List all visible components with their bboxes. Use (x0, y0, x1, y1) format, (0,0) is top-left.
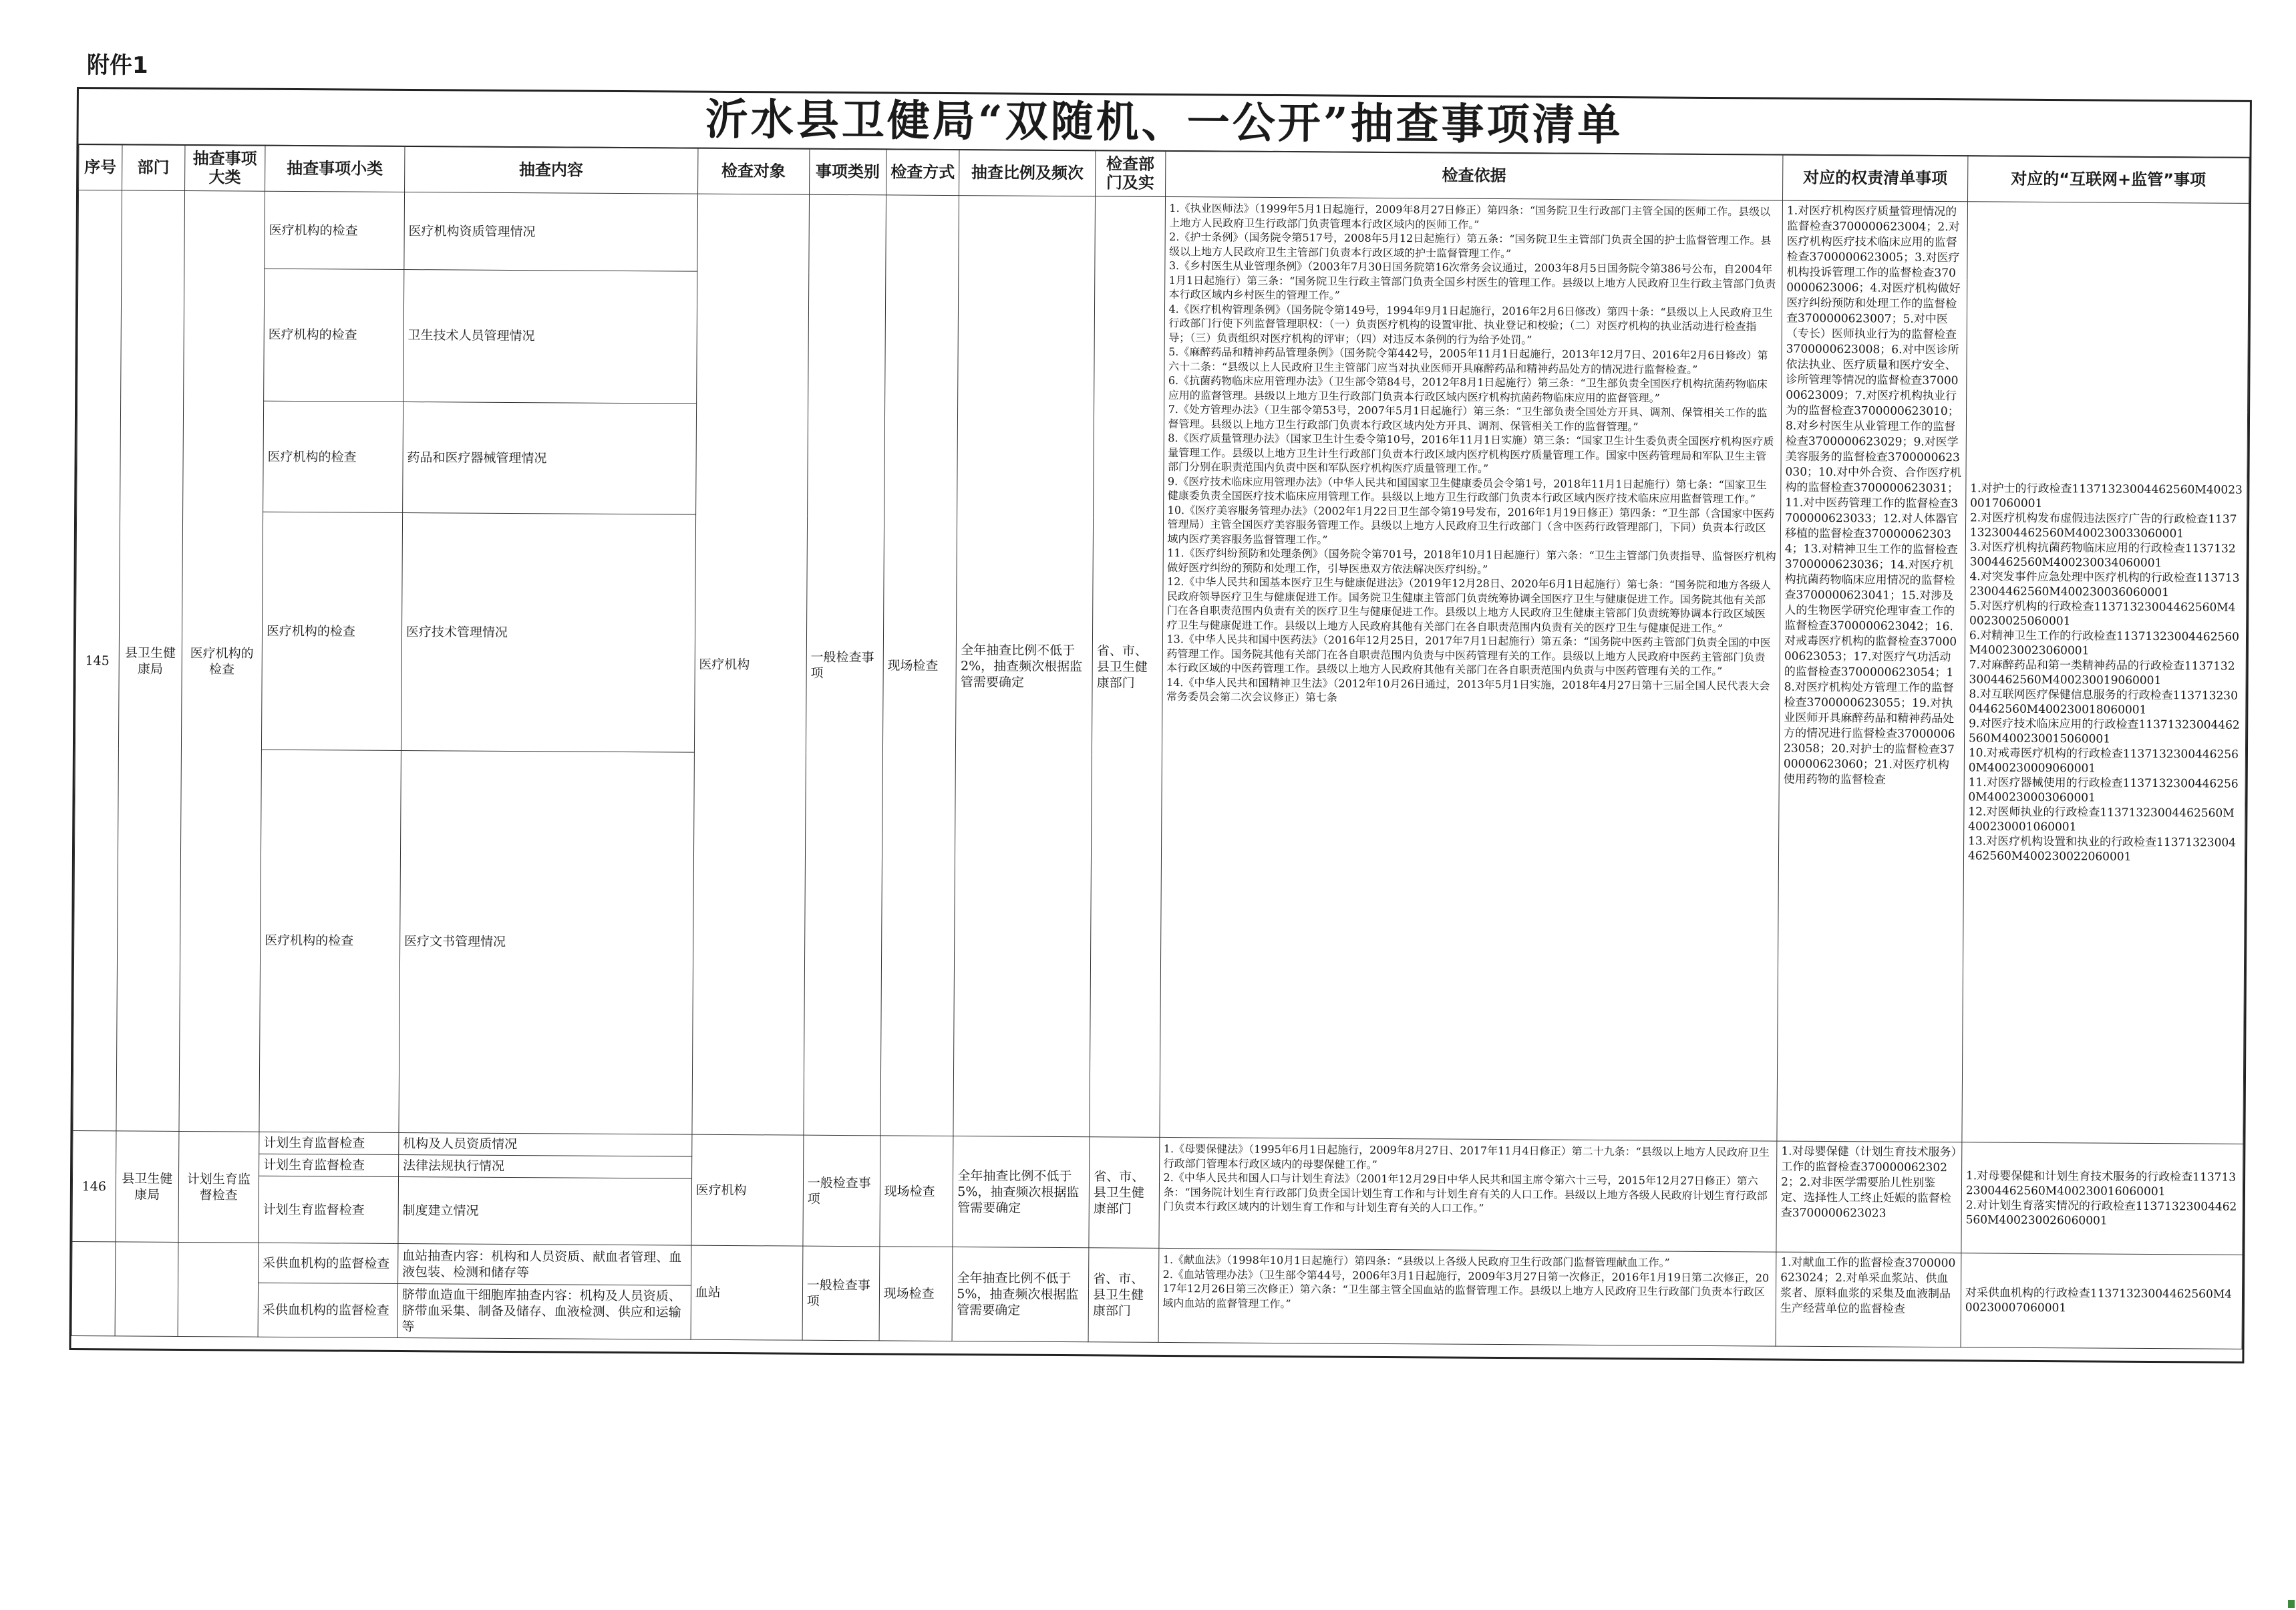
inspection-list-sheet (69, 87, 2251, 1363)
ratio-cell: 全年抽查比例不低于2%，抽查频次根据监管需要确定 (953, 196, 1095, 1137)
agency-cell: 省、市、县卫生健康部门 (1090, 196, 1165, 1138)
content-cell: 药品和医疗器械管理情况 (402, 401, 696, 514)
ratio-cell: 全年抽查比例不低于5%，抽查频次根据监管需要确定 (952, 1247, 1089, 1342)
table-row (78, 190, 2249, 281)
minor-cell: 医疗机构的检查 (265, 191, 405, 269)
content-cell: 制度建立情况 (398, 1176, 691, 1245)
minor-cell: 采供血机构的监督检查 (258, 1283, 397, 1337)
header-category: 事项类别 (809, 148, 886, 195)
duty-cell (1776, 1252, 1961, 1347)
minor-cell: 医疗机构的检查 (261, 512, 402, 751)
object-cell: 医疗机构 (691, 1134, 804, 1246)
method-cell: 现场检查 (880, 1136, 954, 1247)
basis-cell (1158, 1137, 1777, 1252)
duty-text: 1.对母婴保健（计划生育技术服务）工作的监督检查3700000623022；2.对非医学需要胎儿性别鉴定、选择性人工终止妊娠的监督检查3700000623023 (1780, 1144, 1957, 1221)
header-internet: 对应的“互联网+监管”事项 (1967, 156, 2249, 204)
content-cell: 医疗技术管理情况 (401, 513, 695, 752)
internet-cell: 对采供血机构的行政检查11371323004462560M400230007060001 (1961, 1253, 2243, 1349)
method-cell: 现场检查 (880, 195, 959, 1136)
internet-text: 1.对母婴保健和计划生育技术服务的行政检查11371323004462560M400230016060001 2.对计划生育落实情况的行政检查11371323004462560M400230026060001 (1965, 1168, 2237, 1228)
basis-cell (1159, 196, 1782, 1141)
major-cell (178, 1242, 259, 1337)
corner-mark (2288, 1600, 2295, 1608)
content-cell: 医疗文书管理情况 (399, 750, 694, 1134)
category-cell: 一般检查事项 (803, 1135, 880, 1247)
object-cell: 医疗机构 (692, 194, 810, 1135)
minor-cell: 采供血机构的监督检查 (258, 1243, 397, 1283)
basis-text: 1.《执业医师法》（1999年5月1日起施行，2009年8月27日修正）第四条：“国务院卫生行政部门主管全国的医师工作。县级以上地方人民政府卫生行政部门负责管理本行政区域内的医师工作。” 2.《护士条例》（国务院令第517号，2008年5月12日起施行）第五条：“国务院卫生主管部门负责全国的护士监督管理工作。县级以上地方人民政府卫生主管部门负责本行政区域的护士监督管理工作。” 3.《乡村医生从业管理条例》（2003年7月30日国务院第16次常务会议通过，2003年8月5日国务院令第386号公布，自2004年1月1日起施行）第三条：“国务院卫生行政主管部门负责全国乡村医生的管理工作。县级以上地方人民政府卫生行政主管部门负责本行政区域内乡村医生的管理工作。” 4.《医疗机构管理条例》（国务院令第149号，1994年9月1日起施行，2016年2月6日修改）第四十条：“县级以上人民政府卫生行政部门行使下列监督管理职权：（一）负责医疗机构的设置审批、执业登记和校验；（二）对医疗机构的执业活动进行检查指导；（三）负责组织对医疗机构的评审；（四）对违反本条例的行为给予处罚。” 5.《麻醉药品和精神药品管理条例》（国务院令第442号，2005年11月1日起施行，2013年12月7日、2016年2月6日修改）第六十二条：“县级以上人民政府卫生主管部门应当对执业医师开具麻醉药品和精神药品处方的情况进行监督检查。” 6.《抗菌药物临床应用管理办法》（卫生部令第84号，2012年8月1日起施行）第三条：“卫生部负责全国医疗机构抗菌药物临床应用的监督管理。县级以上地方卫生行政部门负责本行政区域内医疗机构抗菌药物临床应用的监督管理。” 7.《处方管理办法》（卫生部令第53号，2007年5月1日起施行）第三条：“卫生部负责全国处方开具、调剂、保管相关工作的监督管理。县级以上地方卫生行政部门负责本行政区域内处方开具、调剂、保管相关工作的监督管理。” 8.《医疗质量管理办法》（国家卫生计生委令第10号，2016年11月1日实施）第三条：“国家卫生计生委负责全国医疗机构医疗质量管理工作。县级以上地方卫生计生行政部门负责本行政区域内医疗机构医疗质量管理工作。国家中医药管理局和军队卫生主管部门分别在职责范围内负责中医和军队医疗机构医疗质量管理工作。” 9.《医疗技术临床应用管理办法》（中华人民共和国国家卫生健康委员会令第1号，2018年11月1日起施行）第七条：“国家卫生健康委负责全国医疗技术临床应用管理工作。县级以上地方卫生行政部门负责本行政区域内医疗技术临床应用监督管理工作。” 10.《医疗美容服务管理办法》（2002年1月22日卫生部令第19号发布，2016年1月19日修正）第四条：“卫生部（含国家中医药管理局）主管全国医疗美容服务管理工作。县级以上地方人民政府卫生行政部门（含中医药行政管理部门，下同）负责本行政区域内医疗美容服务监督管理工作。” 11.《医疗纠纷预防和处理条例》（国务院令第701号，2018年10月1日起施行）第六条：“卫生主管部门负责指导、监督医疗机构做好医疗纠纷的预防和处理工作，引导医患双方依法解决医疗纠纷。” 12.《中华人民共和国基本医疗卫生与健康促进法》（2019年12月28日、2020年6月1日起施行）第七条：“国务院和地方各级人民政府领导医疗卫生与健康促进工作。国务院卫生健康主管部门负责统筹协调全国医疗卫生与健康促进工作。国务院其他有关部门在各自职责范围内负责有关的医疗卫生与健康促进工作。县级以上地方人民政府卫生健康主管部门负责统筹协调本行政区域医疗卫生与健康促进工作。县级以上地方人民政府其他有关部门在各自职责范围内负责有关的医疗卫生与健康促进工作。” 13.《中华人民共和国中医药法》（2016年12月25日，2017年7月1日起施行）第五条：“国务院中医药主管部门负责全国的中医药管理工作。国务院其他有关部门在各自职责范围内负责与中医药管理有关的工作。县级以上地方人民政府中医药主管部门负责本行政区域的中医药管理工作。县级以上地方人民政府其他有关部门在各自职责范围内负责与中医药管理有关的工作。” 14.《中华人民共和国精神卫生法》（2012年10月26日通过，2013年5月1日实施，2018年4月27日第十三届全国人民代表大会常务委员会第二次会议修正）第七条 (1166, 201, 1776, 704)
content-cell: 机构及人员资质情况 (399, 1132, 692, 1156)
seq-cell: 146 (72, 1130, 116, 1241)
dept-cell: 县卫生健康局 (116, 190, 185, 1132)
method-cell: 现场检查 (879, 1247, 953, 1341)
major-cell: 医疗机构的检查 (179, 190, 265, 1132)
document-title: 沂水县卫健局“双随机、一公开”抽查事项清单 (78, 89, 2249, 158)
minor-cell: 医疗机构的检查 (259, 750, 401, 1133)
minor-cell: 计划生育监督检查 (259, 1176, 399, 1243)
basis-text: 1.《母婴保健法》（1995年6月1日起施行，2009年8月27日、2017年11月4日修正）第二十九条：“县级以上地方人民政府卫生行政部门管理本行政区域内的母婴保健工作。” 2.《中华人民共和国人口与计划生育法》（2001年12月29日中华人民共和国主席令第六十三号，2015年12月27日修正）第六条：“国务院计划生育行政部门负责全国计划生育工作和与计划生育有关的人口工作。县级以上地方各级人民政府计划生育行政部门负责本行政区域内的计划生育工作和与计划生育有关的人口工作。” (1163, 1142, 1770, 1215)
minor-cell: 计划生育监督检查 (259, 1154, 398, 1176)
content-cell: 脐带血造血干细胞库抽查内容：机构及人员资质、脐带血采集、制备及储存、血液检测、供应和运输等 (397, 1283, 691, 1339)
inspection-table (71, 144, 2250, 1349)
duty-text: 1.对献血工作的监督检查3700000623024；2.对单采血浆站、供血浆者、原料血浆的采集及血液制品生产经营单位的监督检查 (1780, 1255, 1956, 1316)
minor-cell: 医疗机构的检查 (264, 269, 404, 401)
internet-cell (1961, 1142, 2243, 1255)
content-cell: 法律法规执行情况 (398, 1154, 691, 1178)
content-cell: 医疗机构资质管理情况 (404, 192, 697, 271)
annex-label: 附件1 (87, 52, 148, 79)
header-minor: 抽查事项小类 (265, 145, 404, 192)
basis-text: 1.《献血法》（1998年10月1日起施行）第四条：“县级以上各级人民政府卫生行政部门监督管理献血工作。” 2.《血站管理办法》（卫生部令第44号，2006年3月1日起施行，2009年3月27日第一次修正，2016年1月19日第二次修正，2017年12月26日第三次修正）第六条：“卫生部主管全国血站的监督管理工作。县级以上地方人民政府卫生行政部门负责本行政区域内血站的监督管理工作。” (1162, 1253, 1770, 1310)
header-dept: 部门 (122, 144, 184, 191)
object-cell: 血站 (691, 1245, 803, 1340)
header-method: 检查方式 (886, 149, 959, 196)
dept-cell (115, 1242, 178, 1337)
content-cell: 血站抽查内容：机构和人员资质、献血者管理、血液包装、检测和储存等 (397, 1243, 691, 1285)
ratio-cell: 全年抽查比例不低于5%，抽查频次根据监管需要确定 (953, 1136, 1090, 1248)
category-cell: 一般检查事项 (804, 194, 886, 1136)
internet-text: 1.对护士的行政检查11371323004462560M400230017060001 2.对医疗机构发布虚假违法医疗广告的行政检查11371323004462560M400230033060001 3.对医疗机构抗菌药物临床应用的行政检查11371323004462560M400230034060001 4.对突发事件应急处理中医疗机构的行政检查11371323004462560M400230036060001 5.对医疗机构的行政检查11371323004462560M400230025060001 6.对精神卫生工作的行政检查11371323004462560M400230023060001 7.对麻醉药品和第一类精神药品的行政检查11371323004462560M400230019060001 8.对互联网医疗保健信息服务的行政检查11371323004462560M400230018060001 9.对医疗技术临床应用的行政检查11371323004462560M400230015060001 10.对戒毒医疗机构的行政检查11371323004462560M400230009060001 11.对医疗器械使用的行政检查11371323004462560M400230003060001 12.对医师执业的行政检查11371323004462560M400230001060001 13.对医疗机构设置和执业的行政检查11371323004462560M400230022060001 (1967, 481, 2243, 864)
header-seq: 序号 (79, 144, 122, 190)
duty-cell (1777, 200, 1967, 1142)
header-ratio: 抽查比例及频次 (959, 150, 1096, 196)
dept-cell: 县卫生健康局 (116, 1131, 179, 1243)
major-cell: 计划生育监督检查 (178, 1131, 259, 1243)
minor-cell: 计划生育监督检查 (259, 1132, 399, 1154)
header-major: 抽查事项大类 (184, 144, 265, 191)
category-cell: 一般检查事项 (802, 1246, 880, 1341)
duty-text: 1.对医疗机构医疗质量管理情况的监督检查3700000623004；2.对医疗机构医疗技术临床应用的监督检查3700000623005；3.对医疗机构投诉管理工作的监督检查3700000623006；4.对医疗机构做好医疗纠纷预防和处理工作的监督检查3700000623007；5.对中医（专长）医师执业行为的监督检查3700000623008；6.对中医诊所依法执业、医疗质量和医疗安全、诊所管理等情况的监督检查3700000623009；7.对医疗机构执业行为的监督检查3700000623010；8.对乡村医生从业管理工作的监督检查3700000623029；9.对医学美容服务的监督检查3700000623030；10.对中外合资、合作医疗机构的监督检查3700000623031；11.对中医药管理工作的监督检查3700000623033；12.对人体器官移植的监督检查3700000623034；13.对精神卫生工作的监督检查3700000623036；14.对医疗机构抗菌药物临床应用情况的监督检查3700000623041；15.对涉及人的生物医学研究伦理审查工作的监督检查3700000623042；16.对戒毒医疗机构的监督检查3700000623053；17.对医疗气功活动的监督检查3700000623054；18.对医疗机构处方管理工作的监督检查3700000623055；19.对执业医师开具麻醉药品和精神药品处方的情况进行监督检查3700000623058；20.对护士的监督检查3700000623060；21.对医疗机构使用药物的监督检查 (1783, 204, 1962, 787)
basis-cell (1158, 1248, 1776, 1346)
agency-cell: 省、市、县卫生健康部门 (1089, 1137, 1159, 1249)
header-content: 抽查内容 (404, 146, 697, 194)
internet-cell (1962, 202, 2249, 1144)
duty-cell (1776, 1141, 1962, 1253)
header-duty: 对应的权责清单事项 (1783, 154, 1968, 202)
header-agency: 检查部门及实 (1096, 150, 1166, 197)
header-basis: 检查依据 (1165, 150, 1783, 200)
minor-cell: 医疗机构的检查 (263, 401, 403, 513)
header-object: 检查对象 (697, 148, 810, 194)
seq-cell: 145 (73, 190, 122, 1131)
seq-cell (71, 1241, 116, 1335)
agency-cell: 省、市、县卫生健康部门 (1088, 1248, 1158, 1343)
content-cell: 卫生技术人员管理情况 (403, 270, 697, 404)
